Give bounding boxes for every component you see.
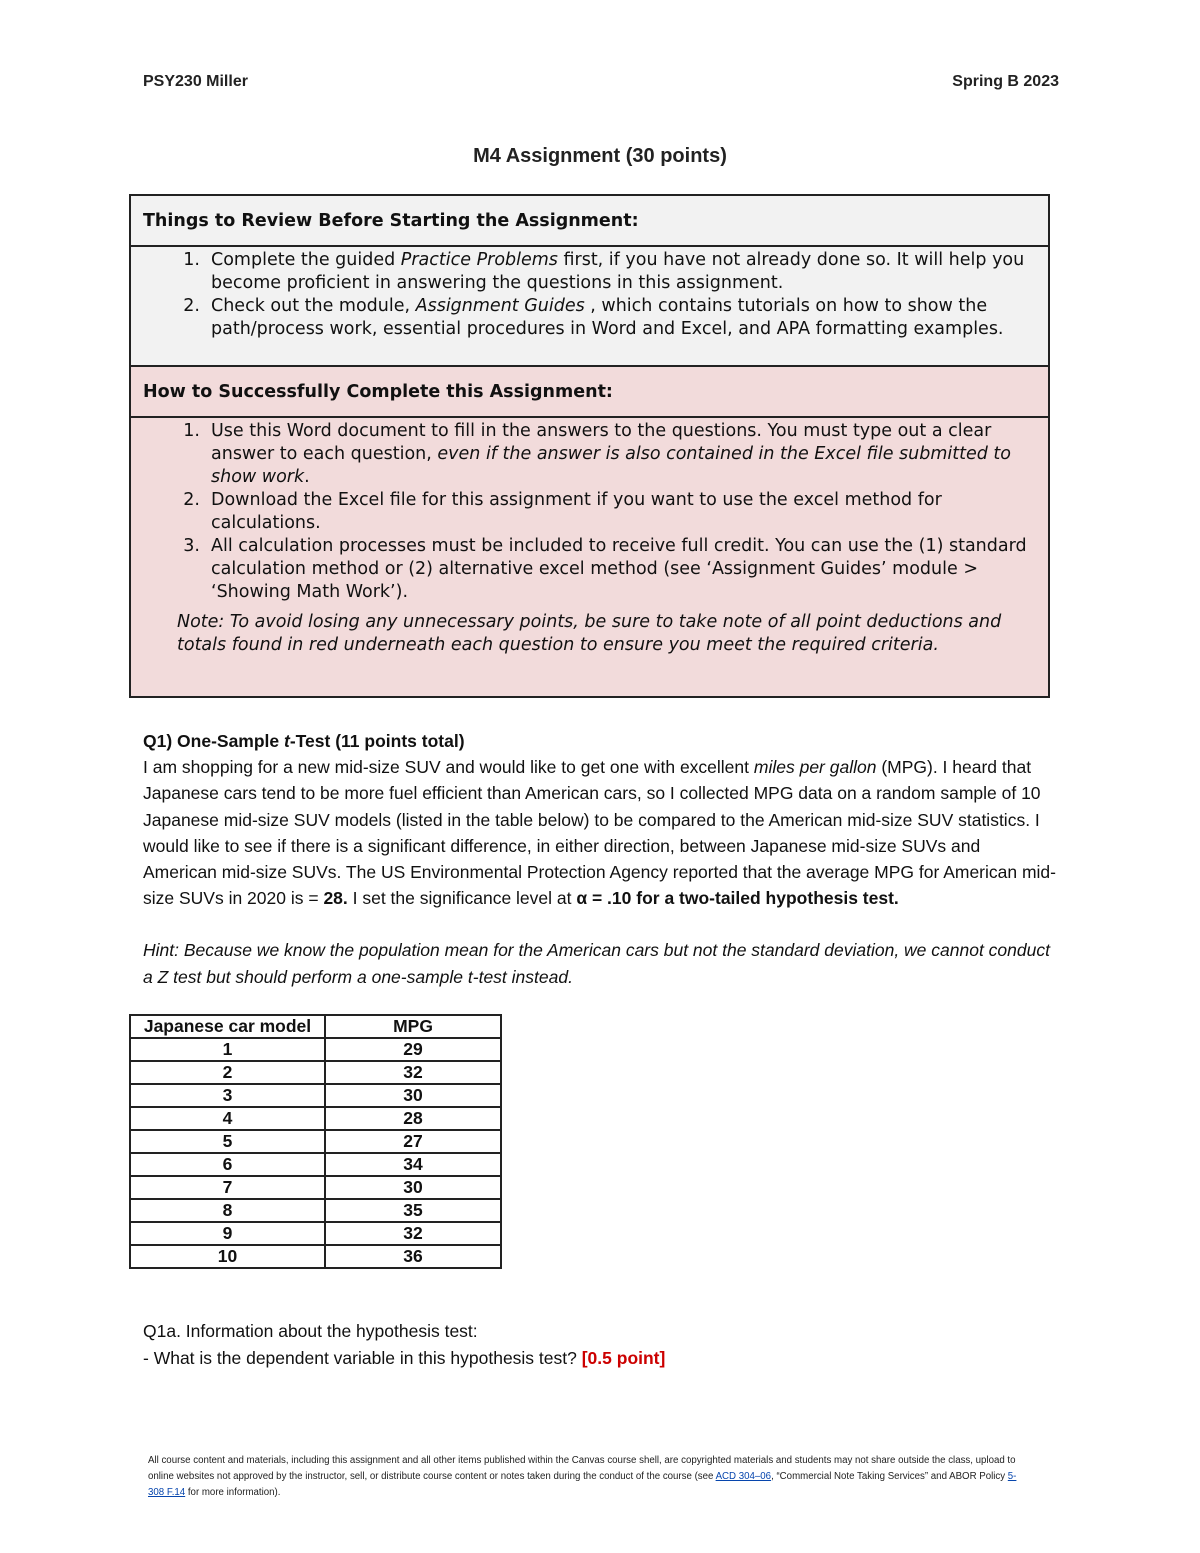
- table-row: [130, 1153, 501, 1176]
- how-item: 2. Download the Excel file for this assignment if you want to use the excel method for calculations.: [183, 490, 942, 533]
- table-cell: 10: [130, 1245, 325, 1268]
- question-1-body: I am shopping for a new mid-size SUV and would like to get one with excellent miles per gallon (MPG). I heard that Japanese cars tend to be more fuel efficient than American cars, so I collected MPG data on a random sample of 10 Japanese mid-size SUV models (listed in the table below) to be compared to the American mid-size SUV statistics. I would like to see if there is a significant difference, in either direction, between Japanese mid-size SUVs and American mid-size SUVs. The US Environmental Protection Agency reported that the average MPG for American mid-size SUVs in 2020 is = 28. I set the significance level at α = .10 for a two-tailed hypothesis test.: [143, 757, 1056, 909]
- table-cell: 1: [130, 1038, 325, 1061]
- column-header: Japanese car model: [130, 1015, 325, 1038]
- table-cell: 35: [325, 1199, 501, 1222]
- table-row: [130, 1038, 501, 1061]
- review-list: [131, 247, 1048, 367]
- table-cell: 28: [325, 1107, 501, 1130]
- how-item: 1. Use this Word document to fill in the answers to the questions. You must type out a clear answer to each question, even if the answer is also contained in the Excel file submitted to show work.: [183, 421, 1011, 487]
- header-course: PSY230 Miller: [143, 73, 248, 90]
- table-cell: 30: [325, 1084, 501, 1107]
- question-1a-prompt: - What is the dependent variable in this hypothesis test? [0.5 point]: [143, 1347, 666, 1368]
- table-row: [130, 1107, 501, 1130]
- instructions-box: [129, 194, 1050, 698]
- header-term: Spring B 2023: [952, 73, 1059, 90]
- question-1: [143, 728, 1058, 990]
- table-cell: 2: [130, 1061, 325, 1084]
- note-text: Note: To avoid losing any unnecessary points, be sure to take note of all point deductions and totals found in red underneath each question to ensure you meet the required criteria.: [177, 612, 1002, 655]
- question-1a-heading: Q1a. Information about the hypothesis test:: [143, 1321, 478, 1341]
- table-row: [130, 1222, 501, 1245]
- table-cell: 27: [325, 1130, 501, 1153]
- points-label: [0.5 point]: [581, 1347, 666, 1368]
- policy-link-acd[interactable]: ACD 304–06: [715, 1471, 772, 1482]
- mpg-table: [129, 1014, 502, 1269]
- table-row: [130, 1199, 501, 1222]
- hint-text: Hint: Because we know the population mean for the American cars but not the standard deviation, we cannot conduct a Z test but should perform a one-sample t-test instead.: [143, 940, 1050, 987]
- table-row: [130, 1084, 501, 1107]
- table-row: [130, 1245, 501, 1268]
- table-cell: 29: [325, 1038, 501, 1061]
- review-item: 1. Complete the guided Practice Problems first, if you have not already done so. It will help you become proficient in answering the questions in this assignment.: [183, 250, 1025, 293]
- table-row: [130, 1130, 501, 1153]
- question-1-heading: Q1) One-Sample t-Test (11 points total): [143, 731, 465, 751]
- column-header: MPG: [325, 1015, 501, 1038]
- table-cell: 3: [130, 1084, 325, 1107]
- table-cell: 5: [130, 1130, 325, 1153]
- table-row: [130, 1061, 501, 1084]
- table-row: [130, 1176, 501, 1199]
- policy-link-abor[interactable]: 5-308 F.14: [148, 1471, 1017, 1498]
- table-cell: 8: [130, 1199, 325, 1222]
- table-cell: 4: [130, 1107, 325, 1130]
- review-heading: Things to Review Before Starting the Assignment:: [131, 196, 1048, 247]
- copyright-footer: All course content and materials, including this assignment and all other items published within the Canvas course shell, are copyrighted materials and students may not share outside the class, upload to online websites not approved by the instructor, sell, or distribute course content or notes taken during the conduct of the course (see ACD 304–06, “Commercial Note Taking Services” and ABOR Policy 5-308 F.14 for more information).: [148, 1455, 1017, 1498]
- table-cell: 32: [325, 1222, 501, 1245]
- table-cell: 34: [325, 1153, 501, 1176]
- table-cell: 9: [130, 1222, 325, 1245]
- how-item: 3. All calculation processes must be included to receive full credit. You can use the (1) standard calculation method or (2) alternative excel method (see ‘Assignment Guides’ module > ‘Showing Math Work’).: [183, 536, 1027, 602]
- table-cell: 30: [325, 1176, 501, 1199]
- table-cell: 7: [130, 1176, 325, 1199]
- table-cell: 6: [130, 1153, 325, 1176]
- table-cell: 36: [325, 1245, 501, 1268]
- how-list: [131, 418, 1048, 696]
- review-item: 2. Check out the module, Assignment Guides , which contains tutorials on how to show the path/process work, essential procedures in Word and Excel, and APA formatting examples.: [183, 296, 1004, 339]
- table-cell: 32: [325, 1061, 501, 1084]
- table-header-row: [130, 1015, 501, 1038]
- page-title: M4 Assignment (30 points): [473, 145, 727, 167]
- how-heading: How to Successfully Complete this Assignment:: [131, 367, 1048, 418]
- question-1a: [143, 1318, 665, 1371]
